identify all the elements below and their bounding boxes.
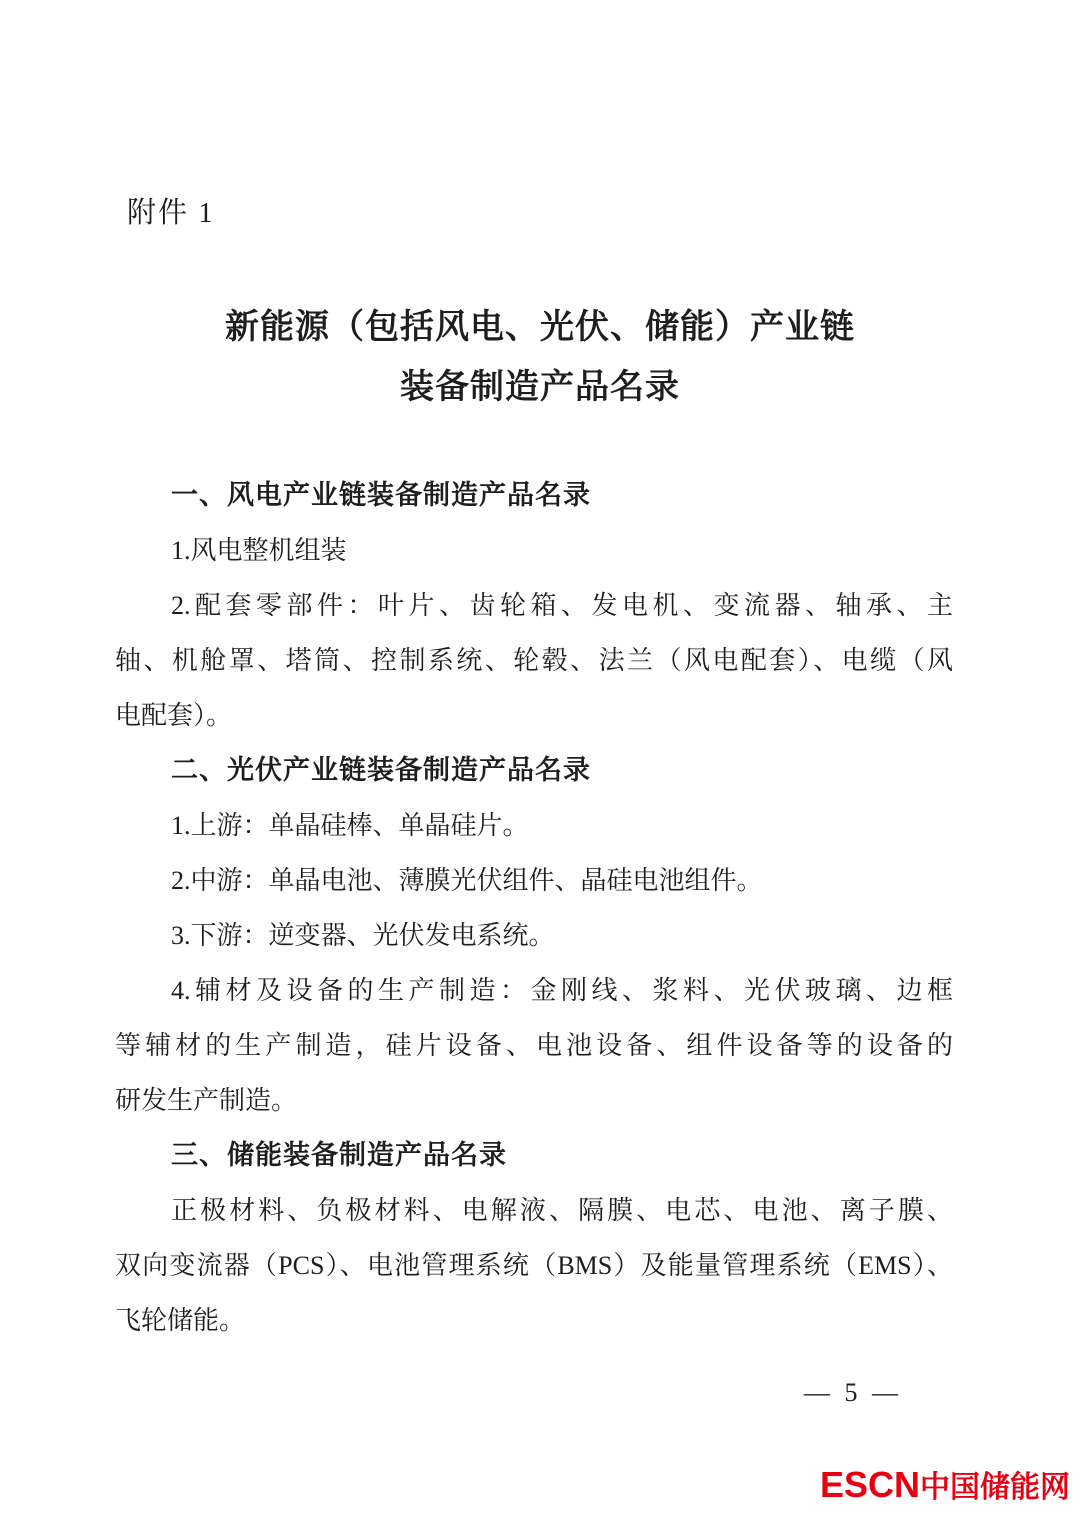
paragraph-line: 电配套）。 [115,701,233,730]
page-number: — 5 — [804,1378,902,1407]
paragraph-line: 2.中游：单晶电池、薄膜光伏组件、晶硅电池组件。 [171,866,763,895]
escn-logo [820,1463,1070,1515]
paragraph-line: 飞轮储能。 [115,1306,246,1335]
attachment-label: 附件 1 [127,197,215,229]
paragraph-line: 1.风电整机组装 [171,536,347,565]
document-body [115,468,953,1348]
document-title [0,298,1080,418]
paragraph-line: 轴、机舱罩、塔筒、控制系统、轮毂、法兰（风电配套）、电缆（风 [115,646,953,675]
escn-logo-chinese: 中国储能网 [920,1471,1070,1504]
title-line-1: 新能源（包括风电、光伏、储能）产业链 [225,309,855,346]
paragraph-line: 等辅材的生产制造，硅片设备、电池设备、组件设备等的设备的 [115,1031,953,1060]
section-heading: 二、光伏产业链装备制造产品名录 [171,755,591,785]
paragraph-line: 正极材料、负极材料、电解液、隔膜、电芯、电池、离子膜、 [171,1196,953,1225]
paragraph-line: 双向变流器（PCS）、电池管理系统（BMS）及能量管理系统（EMS）、 [115,1251,953,1280]
paragraph-line: 2.配套零部件：叶片、齿轮箱、发电机、变流器、轴承、主 [171,591,953,620]
paragraph-line: 3.下游：逆变器、光伏发电系统。 [171,921,555,950]
paragraph-line: 1.上游：单晶硅棒、单晶硅片。 [171,811,529,840]
title-line-2: 装备制造产品名录 [400,369,680,406]
paragraph-line: 研发生产制造。 [115,1086,298,1115]
section-heading: 三、储能装备制造产品名录 [171,1140,507,1170]
section-heading: 一、风电产业链装备制造产品名录 [171,480,591,510]
paragraph-line: 4.辅材及设备的生产制造：金刚线、浆料、光伏玻璃、边框 [171,976,953,1005]
escn-logo-latin: ESCN [819,1464,920,1505]
